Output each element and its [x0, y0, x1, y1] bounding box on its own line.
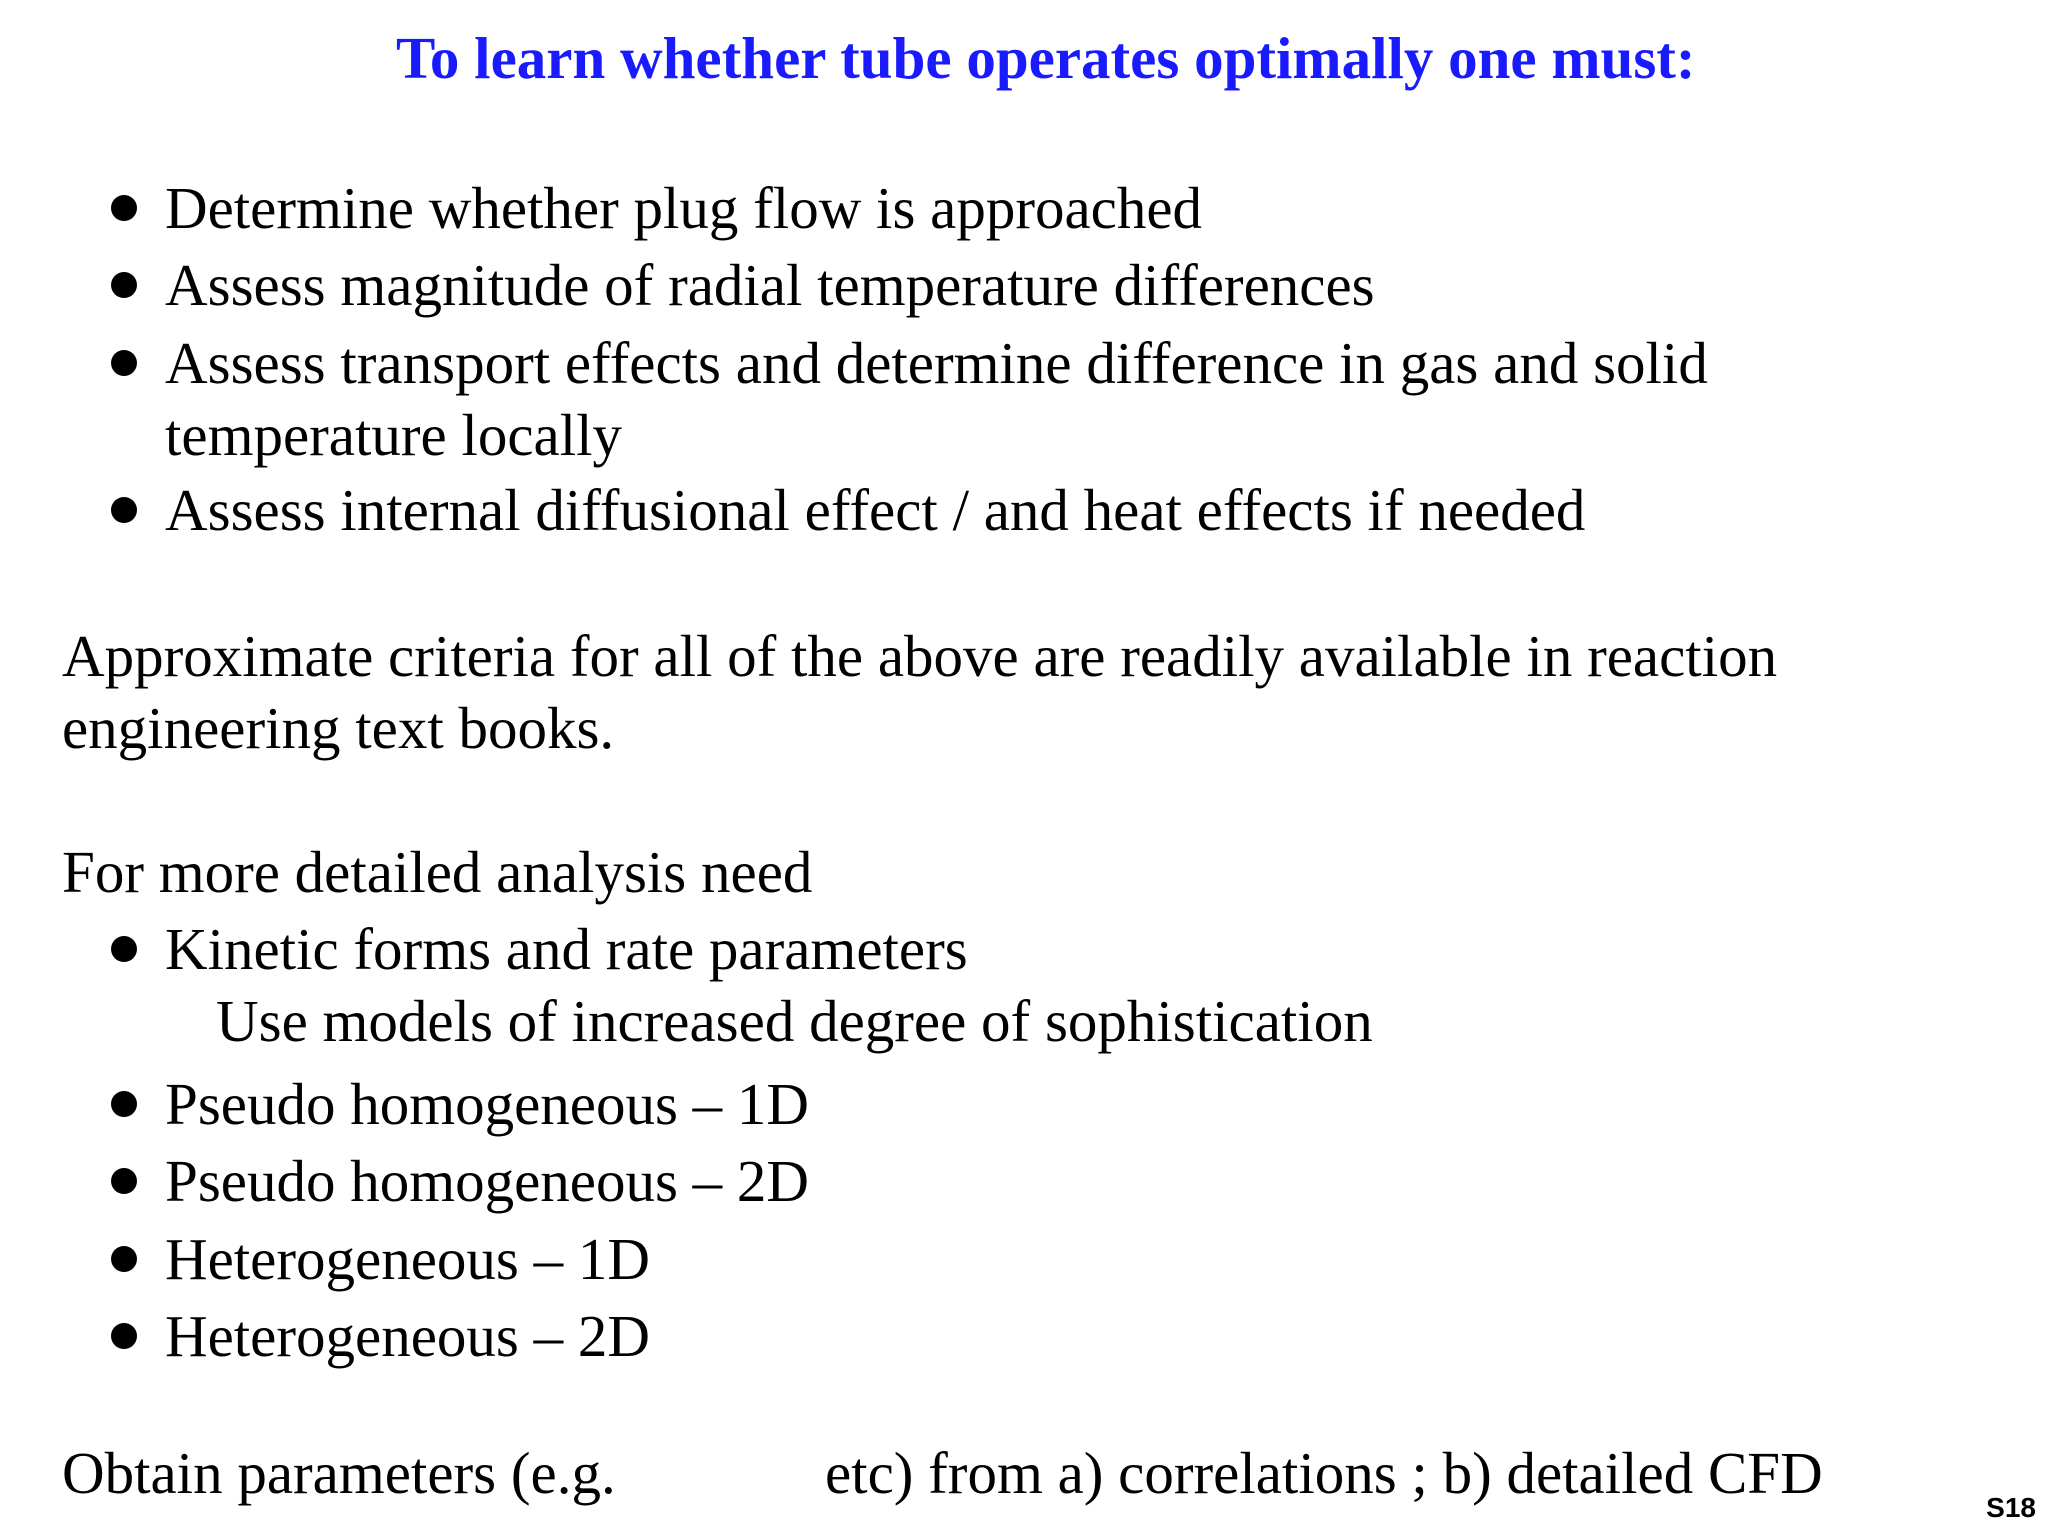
bullet-icon — [111, 1246, 137, 1272]
model-item: Pseudo homogeneous – 2D — [165, 1148, 810, 1214]
objective-item: Determine whether plug flow is approached — [165, 175, 1203, 241]
bullet-icon — [111, 195, 137, 221]
bullet-icon — [111, 272, 137, 298]
objective-item: Assess internal diffusional effect / and heat effects if needed — [165, 477, 1586, 543]
bullet-icon — [111, 1168, 137, 1194]
paragraph-line: engineering text books. — [62, 695, 615, 761]
bullet-icon — [111, 936, 137, 962]
indented-note: Use models of increased degree of sophistication — [216, 988, 1373, 1054]
parameters-text-right: etc) from a) correlations ; b) detailed CFD — [825, 1440, 1823, 1506]
section-heading: For more detailed analysis need — [62, 839, 813, 905]
bullet-icon — [111, 497, 137, 523]
paragraph-line: Approximate criteria for all of the above are readily available in reaction — [62, 623, 1778, 689]
slide-title: To learn whether tube operates optimally one must: — [396, 25, 1696, 91]
slide-number: S18 — [1986, 1492, 2036, 1523]
bullet-icon — [111, 1323, 137, 1349]
objective-item-continuation: temperature locally — [165, 402, 623, 468]
parameters-text-left: Obtain parameters (e.g. — [62, 1440, 616, 1506]
model-item: Heterogeneous – 1D — [165, 1226, 650, 1292]
bullet-icon — [111, 350, 137, 376]
model-item: Heterogeneous – 2D — [165, 1303, 650, 1369]
objective-item: Assess transport effects and determine difference in gas and solid — [165, 330, 1708, 396]
model-item: Pseudo homogeneous – 1D — [165, 1071, 810, 1137]
objective-item: Assess magnitude of radial temperature differences — [165, 252, 1375, 318]
analysis-item: Kinetic forms and rate parameters — [165, 916, 968, 982]
bullet-icon — [111, 1091, 137, 1117]
